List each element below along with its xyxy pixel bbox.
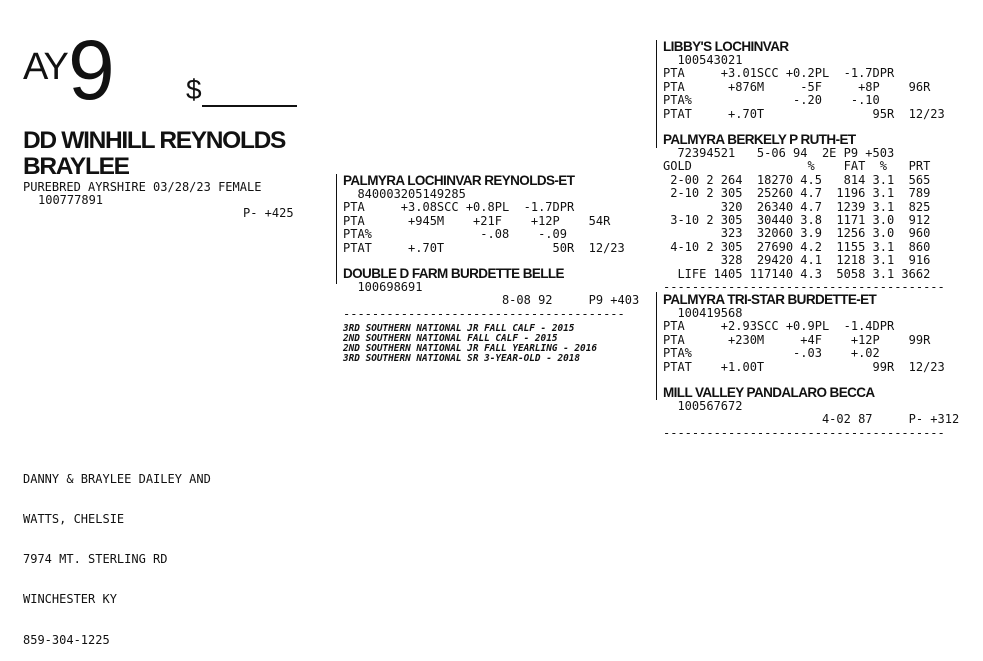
dam-dam-line: 100567672 <box>663 399 743 413</box>
animal-info-line: PUREBRED AYRSHIRE 03/28/23 FEMALE <box>23 180 262 194</box>
dam-dam-line: 4-02 87 P- +312 <box>663 412 960 427</box>
dam-award: 3RD SOUTHERN NATIONAL SR 3-YEAR-OLD - 2018 <box>343 353 581 365</box>
sire-dam-line: 4-10 2 305 27690 4.2 1155 3.1 860 <box>663 239 931 254</box>
consignor-line: WINCHESTER KY <box>23 592 117 607</box>
pedigree-bracket-upper <box>656 40 657 148</box>
dam-sire-line: PTA +230M +4F +12P 99R <box>663 332 931 347</box>
dam-dam-divider: --------------------------------------- <box>663 425 945 440</box>
dam-line: 100698691 <box>343 280 423 294</box>
dam-divider: --------------------------------------- <box>343 306 625 321</box>
animal-index: P- +425 <box>243 206 294 220</box>
dam-dam-block <box>663 385 959 440</box>
dam-block <box>343 266 639 364</box>
sire-sire-line: 100543021 <box>663 53 743 67</box>
sire-name: PALMYRA LOCHINVAR REYNOLDS-ET <box>343 173 575 188</box>
sire-dam-line: 3-10 2 305 30440 3.8 1171 3.0 912 <box>663 213 931 228</box>
animal-name <box>23 128 285 180</box>
price-blank-line <box>202 105 297 107</box>
dam-sire-line: PTA +2.93SCC +0.9PL -1.4DPR <box>663 319 895 334</box>
breed-code: AY <box>23 46 67 88</box>
dam-sire-line: PTA% -.03 +.02 <box>663 346 880 361</box>
dam-line: 8-08 92 P9 +403 <box>343 293 640 308</box>
sire-dam-line: 328 29420 4.1 1218 3.1 916 <box>663 253 931 268</box>
sire-dam-line: 2-10 2 305 25260 4.7 1196 3.1 789 <box>663 186 931 201</box>
consignor-line: 859-304-1225 <box>23 632 110 647</box>
sire-line: PTA% -.08 -.09 <box>343 227 567 242</box>
sire-line: 840003205149285 <box>343 187 466 201</box>
sire-sire-name: LIBBY'S LOCHINVAR <box>663 39 789 54</box>
sire-sire-line: PTAT +.70T 95R 12/23 <box>663 106 945 121</box>
sire-line: PTA +945M +21F +12P 54R <box>343 213 611 228</box>
sire-dam-block <box>663 132 945 294</box>
dam-sire-line: 100419568 <box>663 306 743 320</box>
consignor-line: DANNY & BRAYLEE DAILEY AND <box>23 471 211 486</box>
dam-award: 3RD SOUTHERN NATIONAL JR FALL CALF - 2015 <box>343 323 575 335</box>
dam-award: 2ND SOUTHERN NATIONAL FALL CALF - 2015 <box>343 333 558 345</box>
dam-sire-block <box>663 292 945 374</box>
sire-dam-line: 320 26340 4.7 1239 3.1 825 <box>663 199 931 214</box>
consignor-line: 7974 MT. STERLING RD <box>23 552 168 567</box>
sire-dam-line: 2-00 2 264 18270 4.5 814 3.1 565 <box>663 172 931 187</box>
animal-name-line1: DD WINHILL REYNOLDS <box>23 127 286 154</box>
sire-dam-line: GOLD % FAT % PRT <box>663 159 931 174</box>
sire-block <box>343 173 625 255</box>
sire-sire-line: PTA +3.01SCC +0.2PL -1.7DPR <box>663 66 895 81</box>
sire-dam-line: LIFE 1405 117140 4.3 5058 3.1 3662 <box>663 266 931 281</box>
pedigree-bracket-middle <box>336 174 337 284</box>
dam-sire-line: PTAT +1.00T 99R 12/23 <box>663 359 945 374</box>
dam-dam-name: MILL VALLEY PANDALARO BECCA <box>663 385 875 400</box>
consignor-line: WATTS, CHELSIE <box>23 512 125 527</box>
sire-line: PTA +3.08SCC +0.8PL -1.7DPR <box>343 200 575 215</box>
sire-sire-line: PTA% -.20 -.10 <box>663 93 880 108</box>
sire-dam-line: 72394521 5-06 94 2E P9 +503 <box>663 146 895 160</box>
consignor-block <box>23 446 211 661</box>
lot-number: 9 <box>68 23 112 117</box>
dollar-sign: $ <box>186 74 202 105</box>
animal-name-line2: BRAYLEE <box>23 153 129 180</box>
sire-line: PTAT +.70T 50R 12/23 <box>343 240 625 255</box>
sire-dam-line: 323 32060 3.9 1256 3.0 960 <box>663 226 931 241</box>
dam-award: 2ND SOUTHERN NATIONAL JR FALL YEARLING - 2016 <box>343 343 597 355</box>
sire-sire-line: PTA +876M -5F +8P 96R <box>663 79 931 94</box>
pedigree-bracket-lower <box>656 292 657 400</box>
animal-reg-number: 100777891 <box>38 193 104 207</box>
sire-dam-name: PALMYRA BERKELY P RUTH-ET <box>663 132 856 147</box>
sire-sire-block <box>663 39 945 121</box>
dam-name: DOUBLE D FARM BURDETTE BELLE <box>343 266 564 281</box>
dam-sire-name: PALMYRA TRI-STAR BURDETTE-ET <box>663 292 877 307</box>
sire-dam-divider: --------------------------------------- <box>663 280 945 295</box>
